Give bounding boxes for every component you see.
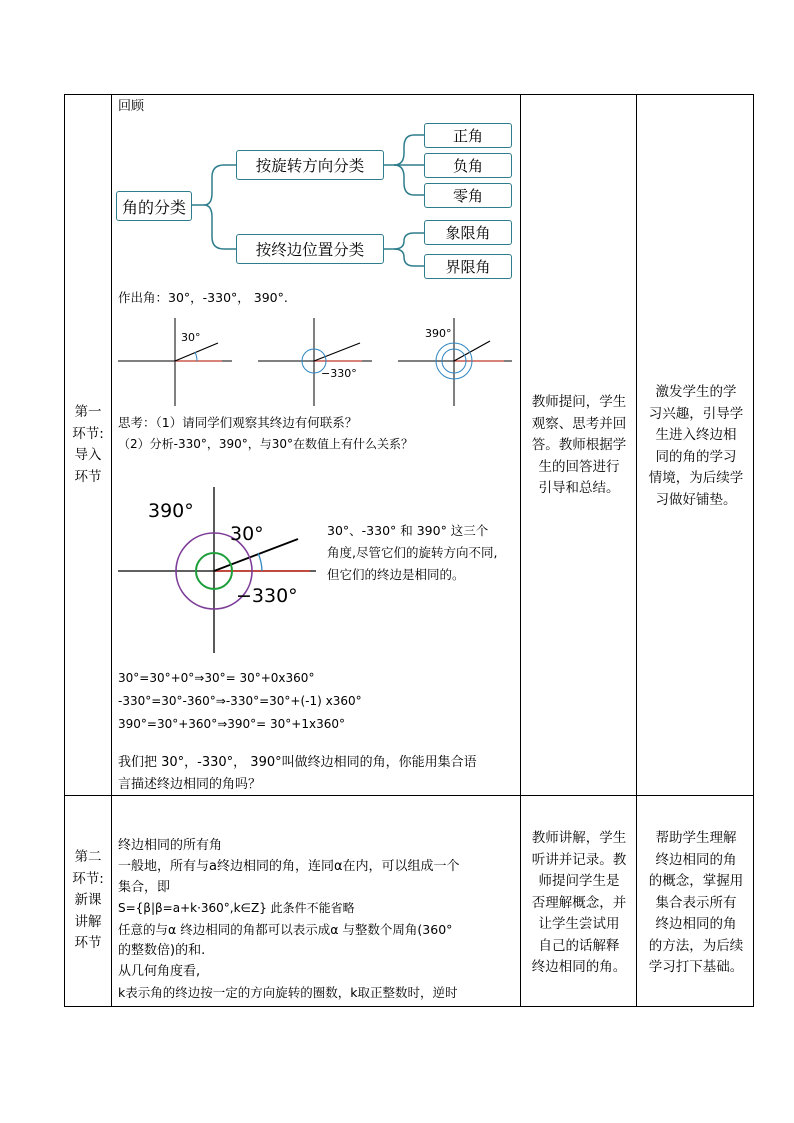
summary-question: [118, 752, 477, 796]
big-label-neg330: −330°: [236, 585, 298, 607]
equation-line: -330°=30°-360°⇒-330°=30°+(-1) x360°: [118, 694, 362, 708]
content-line: 集合，即: [118, 880, 171, 895]
purpose-line: 激发学生的学: [655, 384, 737, 400]
purpose-line: 习兴趣，引导学: [648, 405, 744, 422]
equations: [118, 667, 362, 736]
section2-teacher-activity: [524, 828, 634, 979]
diagram-30-degree: [118, 318, 232, 406]
content-line: 终边相同的所有角: [118, 838, 223, 853]
content-line: 的整数倍)的和.: [118, 943, 206, 958]
col-divider-3: [636, 94, 637, 1007]
equation-line: 30°=30°+0°⇒30°= 30°+0x360°: [118, 671, 315, 685]
root-node-angle-classification: [116, 191, 192, 221]
big-angle-diagram: [112, 485, 322, 655]
purpose-line: 同的角的学习: [655, 448, 737, 465]
teacher-line: 否理解概念，并: [531, 894, 627, 911]
purpose-line: 的概念，掌握用: [648, 873, 744, 889]
diagram-neg330-degree: [258, 318, 372, 406]
root-label: 角的分类: [121, 197, 186, 217]
small-label-30: 30°: [181, 331, 201, 344]
purpose-line: 终边相同的角: [655, 916, 737, 932]
purpose-line: 习做好铺垫。: [655, 491, 737, 508]
teacher-line: 生的回答进行: [538, 458, 620, 475]
label-line: 环节: [74, 935, 102, 951]
draw-angles-prompt: 作出角：30°，-330°， 390°.: [118, 290, 288, 305]
summary-line: 言描述终边相同的角吗？: [118, 777, 262, 792]
big-label-390: 390°: [148, 500, 194, 522]
big-label-30: 30°: [230, 523, 264, 545]
teacher-line: 答。教师根据学: [531, 437, 627, 453]
section1-teacher-activity: [524, 392, 634, 500]
explanation-text: [327, 520, 497, 586]
label-line: 环节: [74, 468, 102, 485]
leaf-label: 正角: [452, 127, 483, 145]
purpose-line: 的方法，为后续: [648, 937, 744, 954]
label-line: 导入: [74, 447, 102, 463]
table-bottom-border: [64, 1006, 754, 1007]
label-line: 环节:: [72, 425, 104, 442]
think-question-1: 思考：（1）请同学们观察其终边有何联系？: [118, 415, 358, 430]
content-line: 任意的与α 终边相同的角都可以表示成α 与整数个周角(360°: [118, 922, 453, 937]
small-angle-diagrams: [112, 312, 520, 412]
col-divider-2: [520, 94, 521, 1007]
leaf-label: 象限角: [445, 224, 491, 242]
teacher-line: 教师提问，学生: [531, 394, 627, 410]
leaf-positive-angle: [424, 123, 512, 148]
content-line: S={β|β=a+k·360°,k∈Z} 此条件不能省略: [118, 901, 355, 915]
col-divider-0: [64, 94, 65, 1007]
purpose-line: 生进入终边相: [655, 427, 737, 443]
explain-line: 但它们的终边是相同的。: [327, 567, 465, 582]
branch-rotation-direction: [236, 150, 384, 180]
small-label-390: 390°: [425, 327, 452, 340]
content-line: 从几何角度看,: [118, 964, 201, 979]
small-label-neg330: −330°: [321, 367, 357, 380]
teacher-line: 自己的话解释: [538, 937, 620, 954]
equation-line: 390°=30°+360°⇒390°= 30°+1x360°: [118, 717, 345, 731]
purpose-line: 情境，为后续学: [648, 470, 744, 486]
purpose-line: 终边相同的角: [655, 851, 737, 868]
purpose-line: 帮助学生理解: [655, 830, 737, 846]
col-divider-4: [753, 94, 754, 1007]
branch2-label: 按终边位置分类: [255, 241, 365, 259]
teacher-line: 教师讲解，学生: [531, 830, 627, 846]
branch1-label: 按旋转方向分类: [255, 157, 365, 175]
content-line: 一般地，所有与a终边相同的角，连同α在内，可以组成一个: [118, 859, 460, 874]
section2-content: [118, 835, 460, 1003]
review-title: 回顾: [118, 99, 145, 114]
section1-label: [68, 402, 108, 488]
branch-terminal-side-position: [236, 234, 384, 264]
label-line: 环节:: [72, 870, 104, 887]
leaf-label: 界限角: [445, 258, 491, 276]
leaf-label: 负角: [452, 157, 483, 175]
purpose-line: 学习打下基础。: [648, 959, 744, 975]
leaf-label: 零角: [452, 187, 483, 205]
teacher-line: 观察、思考并回: [531, 415, 627, 432]
section2-purpose: [640, 828, 752, 979]
content-line: k表示角的终边按一定的方向旋转的圈数，k取正整数时，逆时: [118, 985, 458, 1000]
label-line: 新课: [74, 892, 102, 908]
summary-line: 我们把 30°，-330°， 390°叫做终边相同的角，你能用集合语: [118, 755, 477, 770]
table-top-border: [64, 94, 754, 95]
section1-purpose: [640, 382, 752, 511]
explain-line: 角度,尽管它们的旋转方向不同,: [327, 545, 498, 560]
label-line: 第一: [74, 404, 102, 420]
diagram-390-degree: [398, 318, 512, 406]
teacher-line: 引导和总结。: [538, 480, 620, 496]
label-line: 讲解: [74, 913, 102, 930]
label-line: 第二: [74, 849, 102, 865]
teacher-line: 让学生尝试用: [538, 916, 620, 932]
leaf-zero-angle: [424, 183, 512, 208]
section2-label: [68, 847, 108, 955]
explain-line: 30°、-330° 和 390° 这三个: [327, 523, 489, 538]
leaf-negative-angle: [424, 153, 512, 178]
think-question-2: （2）分析-330°，390°，与30°在数值上有什么关系？: [118, 437, 414, 451]
leaf-axial-angle: [424, 254, 512, 279]
purpose-line: 集合表示所有: [655, 894, 737, 911]
teacher-line: 听讲并记录。教: [531, 851, 627, 868]
leaf-quadrant-angle: [424, 220, 512, 245]
teacher-line: 终边相同的角。: [531, 959, 627, 975]
teacher-line: 师提问学生是: [538, 873, 620, 889]
